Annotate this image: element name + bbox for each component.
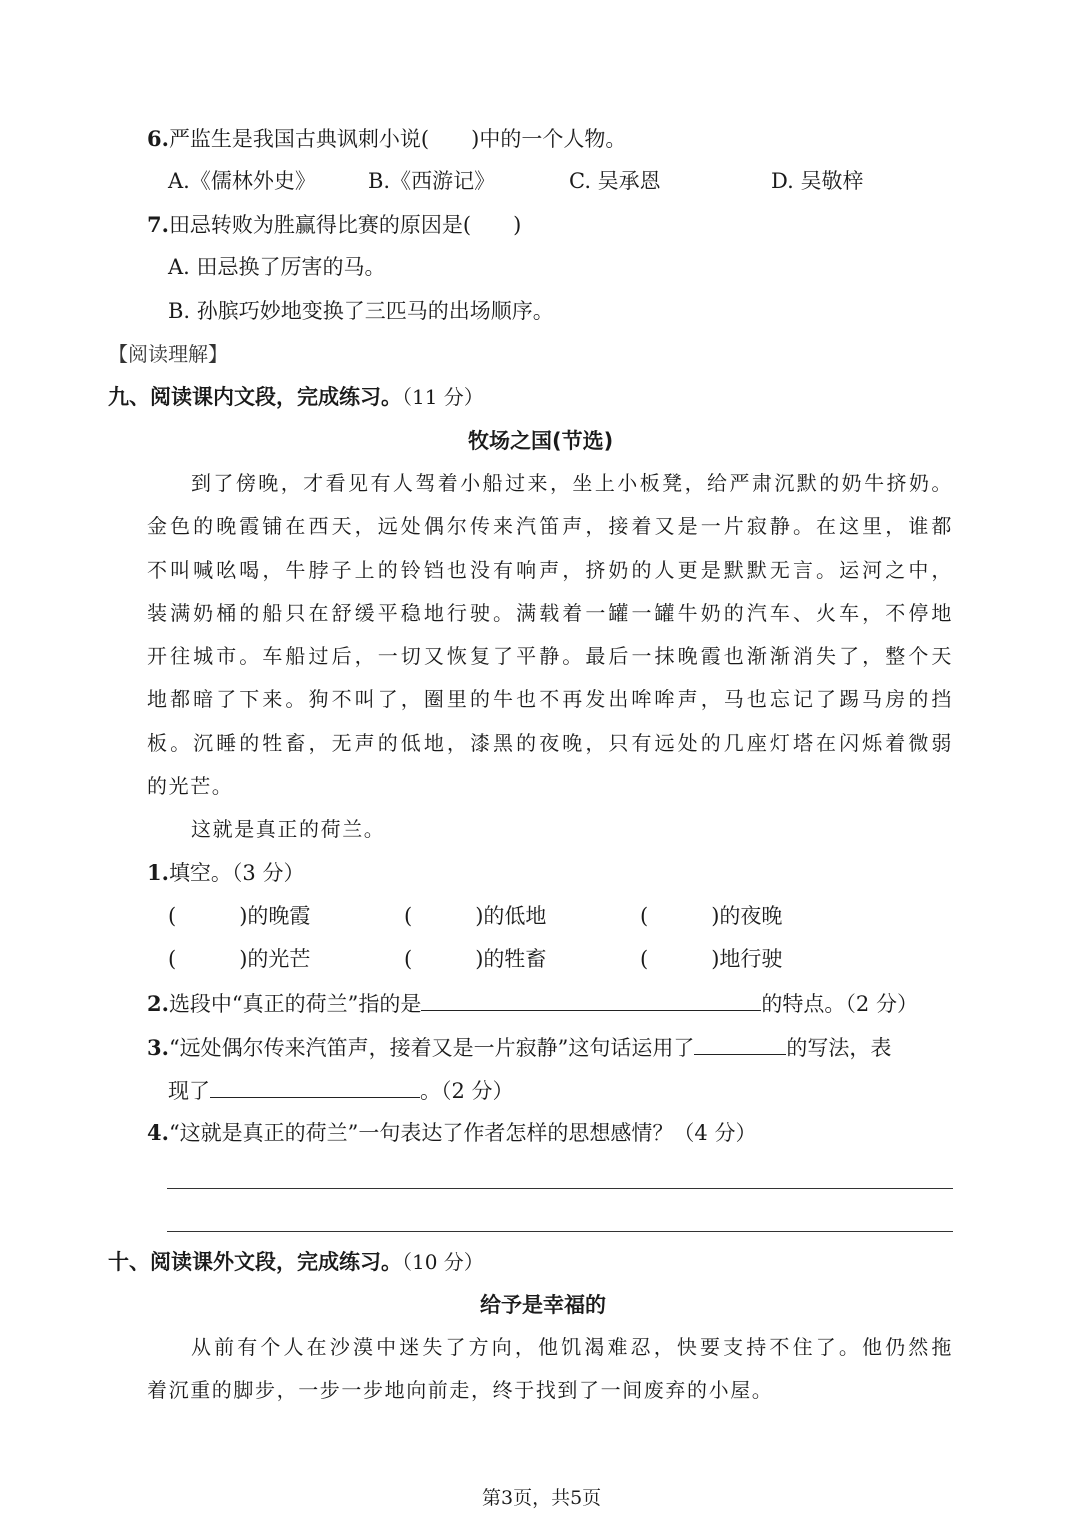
p9-q1-number: 1.: [147, 860, 169, 885]
p9-q1-blank-1[interactable]: ( )的晚霞: [168, 904, 311, 928]
passage-line: 板。沉睡的牲畜，无声的低地，漆黑的夜晚，只有远处的几座灯塔在闪烁着微弱: [147, 730, 953, 755]
p9-q4-stem: [147, 1122, 756, 1144]
q7-text: 田忌转败为胜赢得比赛的原因是( ): [168, 213, 522, 237]
p9-q3-stem: [147, 1036, 891, 1059]
p9-q2-answer-blank[interactable]: [421, 992, 761, 1011]
p9-q1-stem: [147, 862, 304, 884]
part9-heading-text: 九、阅读课内文段，完成练习。: [108, 385, 402, 409]
passage-line: 的光芒。: [147, 774, 234, 799]
p9-q1-blank-3[interactable]: ( )的夜晚: [640, 904, 783, 928]
q6-option-c: C. 吴承恩: [569, 169, 661, 193]
part9-heading: [108, 387, 484, 408]
q6-text: 严监生是我国古典讽刺小说( )中的一个人物。: [168, 127, 627, 151]
p9-q3-text-after: 的写法，表: [786, 1036, 892, 1060]
part10-heading-text: 十、阅读课外文段，完成练习。: [108, 1250, 402, 1274]
passage-closing-line: 这就是真正的荷兰。: [191, 817, 386, 842]
page-footer: 第3页，共5页: [482, 1487, 602, 1509]
p9-q2-text-after: 的特点。（2 分）: [761, 992, 918, 1016]
p9-q2-text-before: 选段中“真正的荷兰”指的是: [168, 992, 422, 1016]
part10-title: 给予是幸福的: [480, 1293, 606, 1317]
passage-line: 金色的晚霞铺在西天，远处偶尔传来汽笛声，接着又是一片寂静。在这里，谁都: [147, 514, 953, 539]
passage-line: 不叫喊吆喝，牛脖子上的铃铛也没有响声，挤奶的人更是默默无言。运河之中，: [147, 557, 953, 582]
q6-option-b: B.《西游记》: [368, 169, 496, 193]
passage-line: 开往城市。车船过后，一切又恢复了平静。最后一抹晚霞也渐渐消失了，整个天: [147, 644, 953, 669]
p9-q3-line2-before: 现了: [168, 1079, 210, 1103]
p9-q1-text: 填空。（3 分）: [168, 861, 305, 885]
p9-q2-number: 2.: [147, 991, 169, 1016]
p9-q4-answer-line-1[interactable]: [167, 1188, 953, 1189]
q7-stem: [147, 214, 521, 236]
passage-line: 到了傍晚，才看见有人驾着小船过来，坐上小板凳，给严肃沉默的奶牛挤奶。: [191, 471, 953, 495]
q7-option-a: A. 田忌换了厉害的马。: [168, 255, 386, 279]
p9-q1-blank-2[interactable]: ( )的低地: [404, 904, 547, 928]
p9-q1-blank-4[interactable]: ( )的光芒: [168, 947, 311, 971]
passage-line: 从前有个人在沙漠中迷失了方向，他饥渴难忍，快要支持不住了。他仍然拖: [191, 1335, 953, 1359]
p9-q3-answer-blank-1[interactable]: [694, 1036, 786, 1055]
passage-line: 地都暗了下来。狗不叫了，圈里的牛也不再发出哞哞声，马也忘记了踢马房的挡: [147, 687, 953, 712]
part9-title: 牧场之国(节选): [468, 429, 614, 453]
p9-q4-number: 4.: [147, 1120, 169, 1145]
p9-q4-answer-line-2[interactable]: [167, 1231, 953, 1232]
part10-heading: [108, 1252, 484, 1273]
q6-option-a: A.《儒林外史》: [168, 169, 316, 193]
q7-number: 7.: [147, 212, 169, 237]
p9-q3-line2: [168, 1079, 514, 1102]
passage-line: 着沉重的脚步，一步一步地向前走，终于找到了一间废弃的小屋。: [147, 1378, 774, 1403]
p9-q1-blank-5[interactable]: ( )的牲畜: [404, 947, 547, 971]
p9-q1-blank-6[interactable]: ( )地行驶: [640, 947, 783, 971]
section-tag-reading: 【阅读理解】: [108, 342, 228, 366]
passage-line: 装满奶桶的船只在舒缓平稳地行驶。满载着一罐一罐牛奶的汽车、火车，不停地: [147, 600, 953, 625]
p9-q4-text: “这就是真正的荷兰”一句表达了作者怎样的思想感情？（4 分）: [168, 1121, 757, 1145]
q7-option-b: B. 孙膑巧妙地变换了三匹马的出场顺序。: [168, 299, 554, 323]
part9-score: （11 分）: [402, 385, 484, 409]
q6-number: 6.: [147, 126, 169, 151]
part10-score: （10 分）: [402, 1250, 484, 1274]
p9-q2-stem: [147, 992, 918, 1015]
part10-passage: [147, 1326, 953, 1413]
p9-q3-answer-blank-2[interactable]: [210, 1079, 420, 1098]
p9-q3-text-before: “远处偶尔传来汽笛声，接着又是一片寂静”这句话运用了: [168, 1036, 695, 1060]
q6-option-d: D. 吴敬梓: [771, 169, 864, 193]
p9-q3-line2-after: 。（2 分）: [420, 1079, 514, 1103]
part9-passage: [147, 462, 953, 852]
q6-stem: [147, 128, 626, 150]
p9-q3-number: 3.: [147, 1035, 169, 1060]
